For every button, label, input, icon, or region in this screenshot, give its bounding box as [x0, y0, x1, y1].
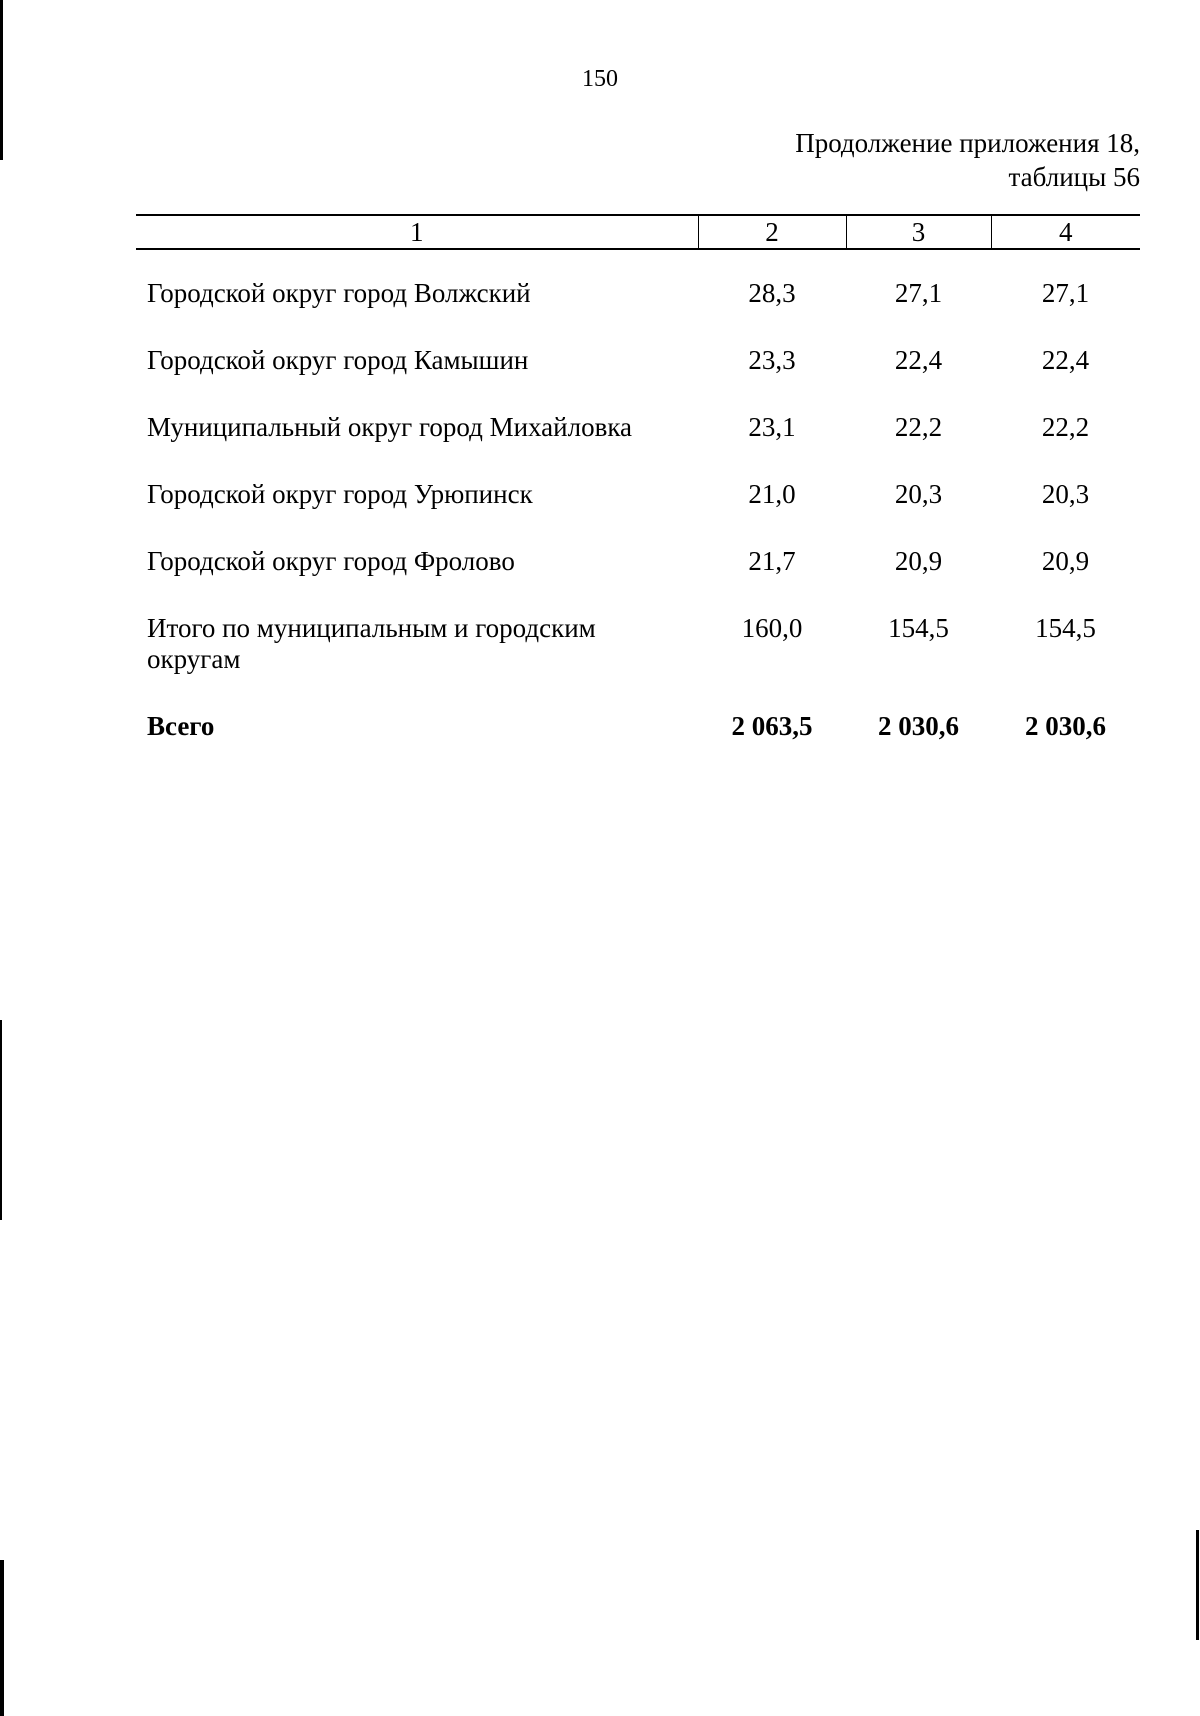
row-value-col2: 23,1: [748, 412, 796, 442]
caption-line-1: Продолжение приложения 18,: [795, 128, 1140, 158]
caption-line-2: таблицы 56: [1008, 162, 1140, 192]
row-name: Муниципальный округ город Михайловка: [147, 412, 633, 442]
table-row: [136, 278, 1140, 345]
row-value-col3: 22,4: [894, 345, 943, 375]
row-value-col4: 20,9: [1041, 546, 1090, 576]
scan-edge-left-bottom: [0, 1560, 4, 1716]
scan-edge-right-bottom: [1196, 1530, 1199, 1640]
table-row-total: [136, 711, 1140, 778]
row-value-col4: 22,2: [1041, 412, 1090, 442]
row-value-col4: 154,5: [1035, 613, 1096, 643]
scan-edge-left-mid: [0, 1020, 2, 1220]
row-value-col3: 20,3: [894, 479, 943, 509]
row-value-col4: 2 030,6: [1025, 711, 1106, 741]
header-col-2: 2: [698, 215, 846, 249]
page-number: 150: [582, 66, 618, 92]
row-value-col4: 22,4: [1041, 345, 1090, 375]
header-col-4: 4: [991, 215, 1140, 249]
row-name: Городской округ город Камышин: [147, 345, 529, 375]
row-name: Городской округ город Фролово: [147, 546, 515, 576]
row-value-col2: 21,7: [748, 546, 796, 576]
row-value-col4: 20,3: [1041, 479, 1090, 509]
row-value-col2: 160,0: [741, 613, 803, 643]
header-col-3: 3: [846, 215, 991, 249]
row-value-col4: 27,1: [1041, 278, 1090, 308]
row-name: Городской округ город Волжский: [147, 278, 531, 308]
row-name-line-2: округам: [147, 644, 241, 674]
table-row: [136, 412, 1140, 479]
row-value-col2: 21,0: [748, 479, 796, 509]
row-name: Городской округ город Урюпинск: [147, 479, 533, 509]
table-row: [136, 479, 1140, 546]
header-col-1: 1: [136, 215, 698, 249]
table-header: [136, 215, 1140, 249]
table-body: [136, 249, 1140, 778]
row-value-col2: 23,3: [748, 345, 796, 375]
row-value-col2: 28,3: [748, 278, 796, 308]
table-row: [136, 345, 1140, 412]
row-value-col3: 2 030,6: [878, 711, 959, 741]
data-table: [136, 214, 1140, 778]
row-value-col3: 22,2: [894, 412, 943, 442]
row-name-line-1: Итого по муниципальным и городским: [147, 613, 596, 643]
row-value-col3: 154,5: [888, 613, 949, 643]
row-value-col3: 20,9: [894, 546, 943, 576]
table-row: [136, 546, 1140, 613]
row-value-col2: 2 063,5: [731, 711, 813, 741]
appendix-caption: [795, 126, 1140, 194]
row-value-col3: 27,1: [894, 278, 943, 308]
data-table-container: [136, 214, 1140, 778]
row-name: [136, 613, 698, 711]
table-row-subtotal: [136, 613, 1140, 711]
row-name: Всего: [147, 711, 215, 741]
